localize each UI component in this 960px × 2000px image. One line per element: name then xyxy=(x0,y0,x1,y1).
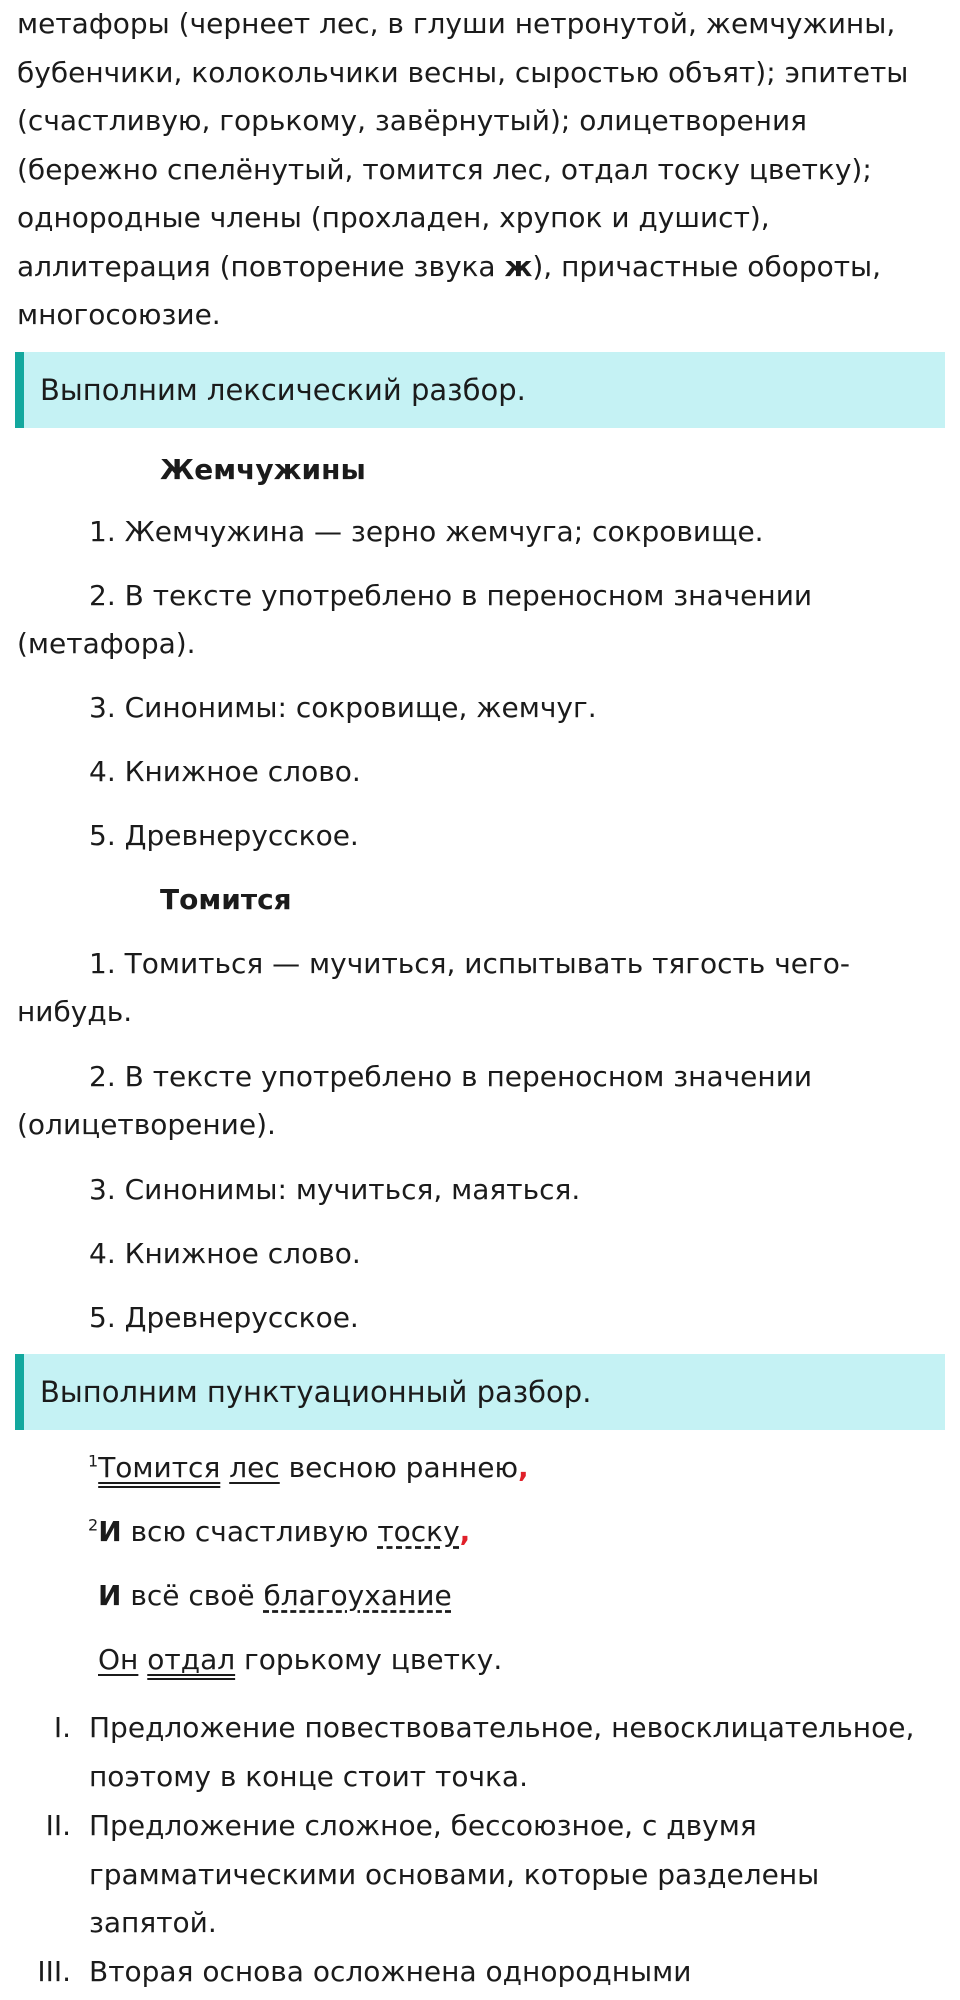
word2-item-5: 5. Древнерусское. xyxy=(89,1301,359,1334)
word-title-tomitsya: Томится xyxy=(160,883,292,916)
intro-bold-letter: ж xyxy=(504,249,533,283)
word2-item-4: 4. Книжное слово. xyxy=(89,1237,361,1270)
analysis-number-2: II. xyxy=(45,1809,71,1842)
analysis-text-2: Предложение сложное, бессоюзное, с двумя грамматическими основами, которые разделены запятой. xyxy=(89,1809,820,1939)
analysis-item-2 xyxy=(17,1802,952,1948)
lexical-analysis-banner: Выполним лексический разбор. xyxy=(15,352,945,428)
sentence-line-4 xyxy=(98,1640,502,1680)
analysis-number-1: I. xyxy=(53,1711,71,1744)
word1-item-2: 2. В тексте употреблено в переносном значении (метафора). xyxy=(17,579,813,660)
line2-number: 2 xyxy=(88,1515,99,1535)
line4-subject: Он xyxy=(98,1643,139,1676)
sentence-line-3 xyxy=(98,1576,452,1616)
word2-item-2: 2. В тексте употреблено в переносном значении (олицетворение). xyxy=(17,1060,813,1141)
sentence-line-1 xyxy=(88,1448,529,1488)
line1-comma: , xyxy=(518,1451,529,1484)
intro-paragraph xyxy=(17,0,952,340)
line1-number: 1 xyxy=(88,1451,99,1471)
line3-conjunction: И xyxy=(98,1579,122,1612)
line3-object: благоухание xyxy=(263,1579,452,1612)
word2-item-1: 1. Томиться — мучиться, испытывать тягость чего-нибудь. xyxy=(17,947,850,1028)
line4-rest: горькому цветку. xyxy=(235,1643,503,1676)
line1-rest: весною раннею xyxy=(279,1451,519,1484)
sentence-line-2 xyxy=(88,1512,470,1552)
line2-comma: , xyxy=(459,1515,471,1548)
line1-predicate: Томится xyxy=(98,1451,221,1484)
word1-item-5: 5. Древнерусское. xyxy=(89,819,359,852)
line2-object: тоску xyxy=(377,1515,460,1548)
analysis-text-1: Предложение повествовательное, невосклицательное, поэтому в конце стоит точка. xyxy=(89,1711,915,1793)
word-title-zhemchuzhiny: Жемчужины xyxy=(160,453,366,486)
word1-item-3: 3. Синонимы: сокровище, жемчуг. xyxy=(89,691,597,724)
line2-conjunction: И xyxy=(98,1515,122,1548)
intro-text-1: метафоры (чернеет лес, в глуши нетронутой, жемчужины, бубенчики, колокольчики весны, сыростью объят); эпитеты (счастливую, горькому, завёрнутый); олицетворения (бережно спелёнутый, томится лес, отдал тоску цветку); однородные члены (прохладен, хрупок и душист), аллитерация (повторение звука xyxy=(17,7,909,283)
punctuation-analysis-banner: Выполним пунктуационный разбор. xyxy=(15,1354,945,1430)
analysis-number-3: III. xyxy=(37,1955,71,1988)
analysis-item-1 xyxy=(17,1704,952,1801)
analysis-text-3: Вторая основа осложнена однородными xyxy=(89,1955,692,1988)
line3-rest: всё своё xyxy=(121,1579,264,1612)
word2-item-3: 3. Синонимы: мучиться, маяться. xyxy=(89,1173,581,1206)
line1-subject: лес xyxy=(229,1451,280,1484)
word1-item-1: 1. Жемчужина — зерно жемчуга; сокровище. xyxy=(89,515,764,548)
word1-item-4: 4. Книжное слово. xyxy=(89,755,361,788)
analysis-item-3 xyxy=(17,1948,952,1997)
line4-predicate: отдал xyxy=(147,1643,236,1676)
line2-rest: всю счастливую xyxy=(121,1515,378,1548)
intro-text-2: ), причастные обороты, многосоюзие. xyxy=(17,249,882,331)
